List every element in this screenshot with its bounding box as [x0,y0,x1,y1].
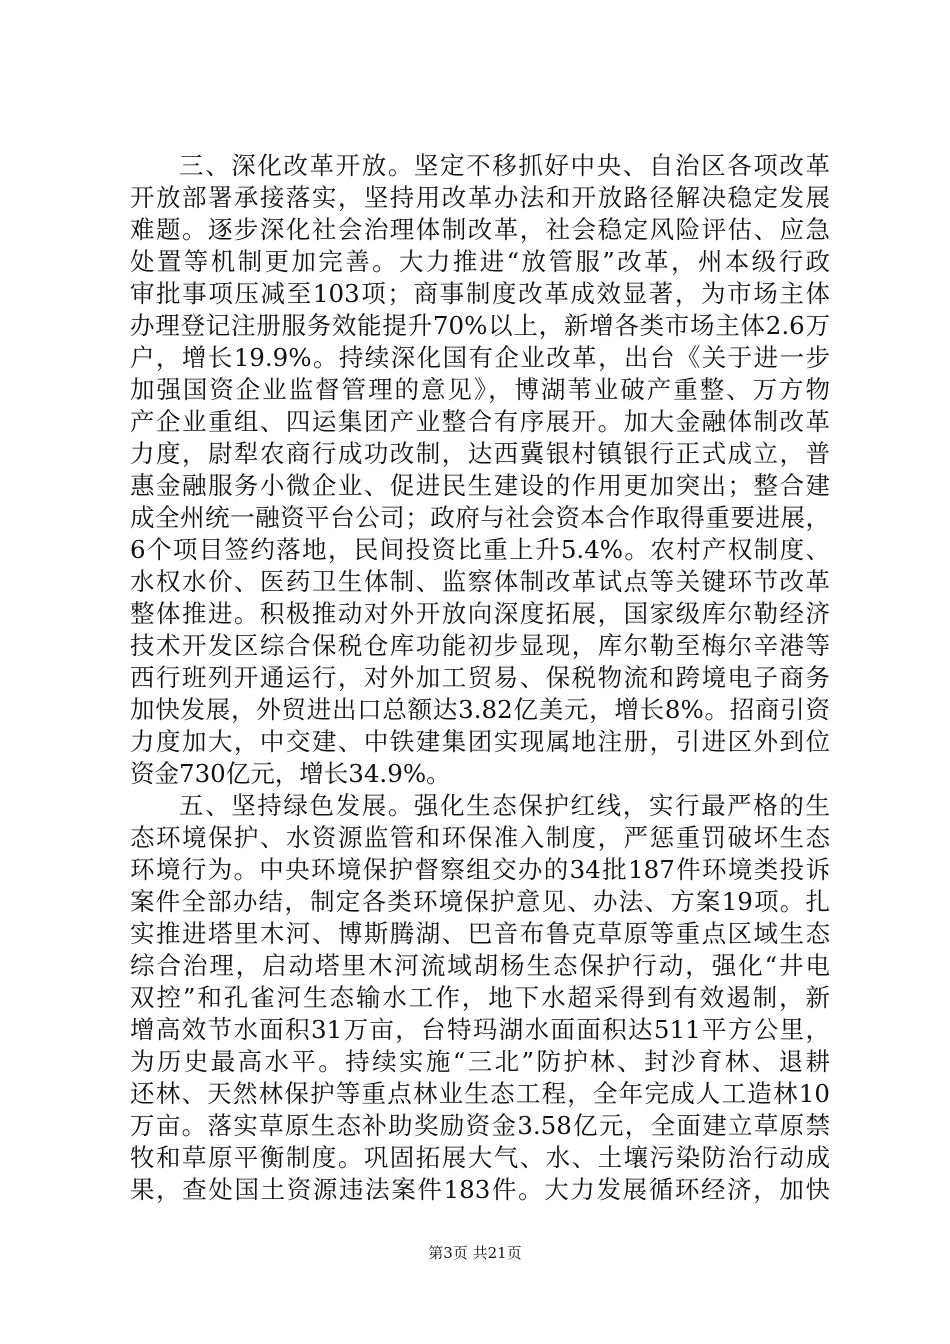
text-line: 惠金融服务小微企业、促进民生建设的作用更加突出；整合建 [130,471,830,500]
text-line: 万亩。落实草原生态补助奖励资金3.58亿元，全面建立草原禁 [130,1111,830,1140]
text-line: 综合治理，启动塔里木河流域胡杨生态保护行动，强化“井电 [130,951,830,980]
text-line: 增高效节水面积31万亩，台特玛湖水面面积达511平方公里， [130,1015,830,1044]
text-line: 为历史最高水平。持续实施“三北”防护林、封沙育林、退耕 [130,1047,830,1076]
text-line: 五、坚持绿色发展。强化生态保护红线，实行最严格的生 [179,791,830,820]
text-line: 果，查处国土资源违法案件183件。大力发展循环经济，加快 [130,1175,830,1204]
text-line: 还林、天然林保护等重点林业生态工程，全年完成人工造林10 [130,1079,830,1108]
text-line: 难题。逐步深化社会治理体制改革，社会稳定风险评估、应急 [130,215,830,244]
text-line: 产企业重组、四运集团产业整合有序展开。加大金融体制改革 [130,407,830,436]
text-line: 加快发展，外贸进出口总额达3.82亿美元，增长8%。招商引资 [130,695,830,724]
text-line: 力度加大，中交建、中铁建集团实现属地注册，引进区外到位 [130,727,830,756]
text-line: 环境行为。中央环境保护督察组交办的34批187件环境类投诉 [130,855,830,884]
text-line: 西行班列开通运行，对外加工贸易、保税物流和跨境电子商务 [130,663,830,692]
text-line: 办理登记注册服务效能提升70%以上，新增各类市场主体2.6万 [130,311,830,340]
text-line: 力度，尉犁农商行成功改制，达西冀银村镇银行正式成立，普 [130,439,830,468]
text-line: 审批事项压减至103项；商事制度改革成效显著，为市场主体 [130,279,830,308]
text-line: 户，增长19.9%。持续深化国有企业改革，出台《关于进一步 [130,343,830,372]
document-body [130,150,830,1206]
text-line: 牧和草原平衡制度。巩固拓展大气、水、土壤污染防治行动成 [130,1143,830,1172]
text-line: 成全州统一融资平台公司；政府与社会资本合作取得重要进展， [130,503,830,532]
text-line: 水权水价、医药卫生体制、监察体制改革试点等关键环节改革 [130,567,830,596]
text-line: 实推进塔里木河、博斯腾湖、巴音布鲁克草原等重点区域生态 [130,919,830,948]
text-line: 三、深化改革开放。坚定不移抓好中央、自治区各项改革 [179,151,830,180]
text-line: 案件全部办结，制定各类环境保护意见、办法、方案19项。扎 [130,887,830,916]
text-line: 态环境保护、水资源监管和环保准入制度，严惩重罚破坏生态 [130,823,830,852]
text-line: 加强国资企业监督管理的意见》，博湖苇业破产重整、万方物 [130,375,830,404]
text-line: 处置等机制更加完善。大力推进“放管服”改革，州本级行政 [130,247,830,276]
paragraph [130,790,830,1206]
paragraph [130,150,830,790]
text-line: 资金730亿元，增长34.9%。 [130,759,451,788]
page-footer: 第3页 共21页 [428,1244,522,1262]
text-line: 6个项目签约落地，民间投资比重上升5.4%。农村产权制度、 [130,535,830,564]
text-line: 整体推进。积极推动对外开放向深度拓展，国家级库尔勒经济 [130,599,830,628]
text-line: 双控”和孔雀河生态输水工作，地下水超采得到有效遏制，新 [130,983,830,1012]
text-line: 技术开发区综合保税仓库功能初步显现，库尔勒至梅尔辛港等 [130,631,830,660]
text-line: 开放部署承接落实，坚持用改革办法和开放路径解决稳定发展 [130,183,830,212]
